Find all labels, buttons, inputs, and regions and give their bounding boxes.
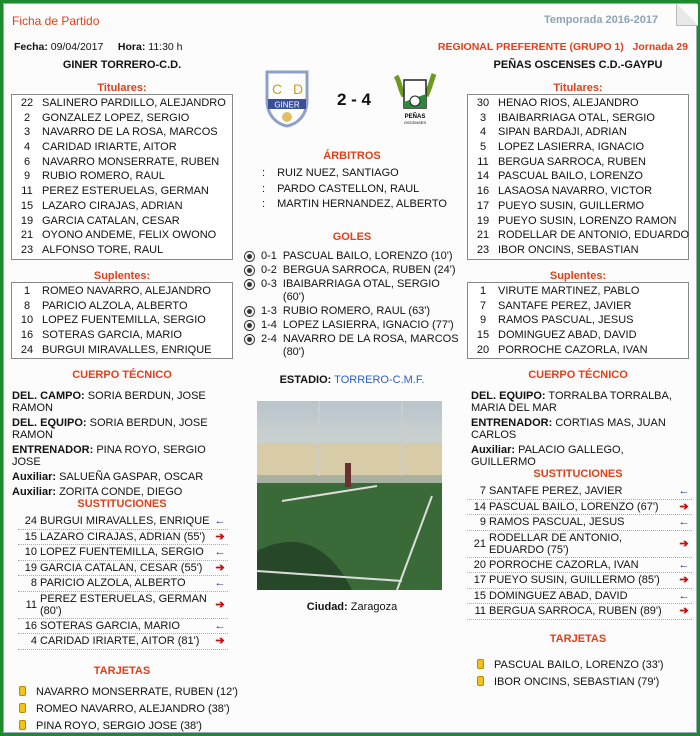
- player-name: SOTERAS GARCIA, MARIO: [42, 329, 182, 342]
- soccer-ball-icon: [244, 279, 255, 290]
- player-number: 3: [23, 126, 31, 139]
- player-number: 23: [20, 243, 34, 256]
- away-starters-list: [467, 94, 689, 260]
- player-number: 4: [479, 126, 487, 139]
- home-starters-list: [11, 94, 233, 260]
- home-cards: [19, 684, 238, 735]
- card-row: [19, 718, 238, 735]
- player-name: DOMINGUEZ ABAD, DAVID: [498, 329, 637, 342]
- player-row[interactable]: [12, 328, 232, 343]
- staff-member: [12, 486, 232, 498]
- fecha-value: 09/04/2017: [50, 41, 104, 53]
- goal-row: [244, 264, 459, 277]
- player-row[interactable]: [12, 96, 232, 111]
- sub-number: 14: [473, 500, 486, 513]
- arrow-left-icon: ←: [678, 589, 690, 602]
- player-name: IBOR ONCINS, SEBASTIAN: [498, 243, 639, 256]
- player-name: PUEYO SUSIN, GUILLERMO: [498, 199, 645, 212]
- match-datetime: [14, 41, 183, 53]
- player-name: SIPAN BARDAJI, ADRIAN: [498, 126, 627, 139]
- staff-role: ENTRENADOR:: [12, 444, 94, 456]
- arrow-right-icon: ➔: [679, 500, 689, 513]
- sub-number: 15: [24, 530, 37, 543]
- sub-number: 10: [24, 546, 37, 559]
- staff-name: SORIA BERDUN, JOSE RAMON: [12, 390, 206, 414]
- referee-bullet: :: [262, 198, 266, 210]
- player-number: 21: [20, 229, 34, 242]
- staff-role: Auxiliar:: [12, 486, 57, 498]
- card-row: [19, 684, 238, 701]
- home-staff-heading: CUERPO TÉCNICO: [72, 369, 172, 381]
- sub-player: RODELLAR DE ANTONIO, EDUARDO (75'): [489, 531, 623, 556]
- player-row[interactable]: [468, 343, 688, 358]
- away-suplentes-heading: Suplentes:: [549, 270, 607, 282]
- staff-role: Auxiliar:: [12, 471, 57, 483]
- stadium: [241, 374, 463, 386]
- sub-number: 8: [30, 577, 37, 590]
- svg-text:OSCENSES: OSCENSES: [403, 120, 427, 125]
- staff-member: [471, 417, 691, 441]
- staff-name: ZORITA CONDE, DIEGO: [59, 486, 183, 498]
- player-name: BURGUI MIRAVALLES, ENRIQUE: [42, 343, 212, 356]
- goal-score: 1-4: [261, 319, 277, 331]
- goal-scorer: IBAIBARRIAGA OTAL, SERGIO (60'): [282, 278, 440, 303]
- player-row[interactable]: [468, 169, 688, 184]
- soccer-ball-icon: [244, 334, 255, 345]
- substitution-row: [18, 592, 228, 619]
- player-number: 1: [23, 285, 31, 297]
- home-titulares-heading: Titulares:: [97, 82, 147, 94]
- home-staff: [12, 390, 232, 501]
- city-value: Zaragoza: [350, 601, 398, 613]
- player-number: 17: [476, 199, 490, 212]
- player-name: ALFONSO TORE, RAUL: [42, 243, 164, 256]
- substitution-row: [18, 545, 228, 561]
- goal-scorer: RUBIO ROMERO, RAUL (63'): [282, 305, 431, 317]
- yellow-card-icon: [477, 659, 484, 669]
- sub-player: LOPEZ FUENTEMILLA, SERGIO: [40, 546, 204, 559]
- hora-value: 11:30 h: [148, 41, 183, 53]
- svg-text:D: D: [293, 81, 304, 97]
- player-row[interactable]: [468, 199, 688, 214]
- player-row[interactable]: [468, 214, 688, 229]
- player-number: 8: [23, 299, 31, 312]
- yellow-card-icon: [19, 703, 26, 713]
- substitution-row: [467, 500, 692, 516]
- home-substitutions: [18, 514, 228, 650]
- sub-number: 17: [473, 574, 486, 587]
- goal-scorer: LOPEZ LASIERRA, IGNACIO (77'): [282, 319, 454, 331]
- staff-role: Auxiliar:: [471, 444, 516, 456]
- goal-score: 0-3: [261, 278, 277, 290]
- substitution-row: [18, 514, 228, 530]
- home-bench-list: [11, 282, 233, 359]
- player-number: 15: [476, 329, 490, 342]
- yellow-card-icon: [19, 720, 26, 730]
- substitution-row: [18, 530, 228, 546]
- player-name: RODELLAR DE ANTONIO, EDUARDO: [498, 229, 690, 242]
- referee: [262, 166, 447, 182]
- card-player: ROMEO NAVARRO, ALEJANDRO (38'): [36, 703, 230, 715]
- player-number: 15: [20, 199, 34, 212]
- player-row[interactable]: [468, 313, 688, 328]
- player-row[interactable]: [468, 111, 688, 126]
- substitution-row: [467, 484, 692, 500]
- staff-member: [471, 390, 691, 414]
- stadium-link[interactable]: TORRERO-C.M.F.: [334, 374, 425, 386]
- player-number: 6: [23, 155, 31, 168]
- arrow-right-icon: ➔: [215, 598, 225, 611]
- hora-label: Hora:: [117, 41, 146, 53]
- player-row[interactable]: [12, 228, 232, 243]
- staff-name: PINA ROYO, SERGIO JOSE: [12, 444, 206, 468]
- sub-number: 16: [24, 619, 37, 632]
- referee-bullet: :: [262, 182, 266, 195]
- page-corner-fold: [676, 4, 698, 26]
- arrow-left-icon: ←: [214, 515, 226, 528]
- card-row: [477, 657, 664, 674]
- staff-role: DEL. CAMPO:: [12, 390, 85, 402]
- player-number: 19: [476, 214, 490, 227]
- soccer-ball-icon: [244, 320, 255, 331]
- player-row[interactable]: [468, 96, 688, 111]
- goal-score: 1-3: [261, 305, 277, 317]
- player-name: OYONO ANDEME, FELIX OWONO: [42, 229, 217, 242]
- referees-heading: ÁRBITROS: [323, 150, 381, 162]
- arrow-left-icon: ←: [678, 485, 690, 498]
- player-name: PARICIO ALZOLA, ALBERTO: [42, 299, 188, 312]
- arrow-left-icon: ←: [214, 577, 226, 590]
- city-label: Ciudad:: [306, 601, 348, 613]
- player-number: 9: [479, 314, 487, 327]
- player-name: ROMEO NAVARRO, ALEJANDRO: [42, 285, 211, 297]
- player-row[interactable]: [12, 140, 232, 155]
- sub-player: PEREZ ESTERUELAS, GERMAN (80'): [40, 592, 207, 617]
- home-team-logo: [262, 68, 312, 128]
- sub-player: BERGUA SARROCA, RUBEN (89'): [489, 605, 662, 618]
- player-number: 3: [479, 111, 487, 124]
- player-row[interactable]: [468, 228, 688, 243]
- player-row[interactable]: [12, 199, 232, 214]
- yellow-card-icon: [19, 686, 26, 696]
- goal-row: [244, 250, 459, 263]
- player-name: LOPEZ FUENTEMILLA, SERGIO: [42, 314, 206, 327]
- away-team-name: PEÑAS OSCENSES C.D.-GAYPU: [493, 59, 663, 71]
- sub-player: PORROCHE CAZORLA, IVAN: [489, 558, 639, 571]
- player-row[interactable]: [12, 169, 232, 184]
- player-name: LOPEZ LASIERRA, IGNACIO: [498, 141, 645, 154]
- goals-list: [244, 250, 459, 360]
- sub-number: 19: [24, 561, 37, 574]
- arrow-left-icon: ←: [214, 546, 226, 559]
- player-number: 10: [20, 314, 34, 327]
- player-name: SALINERO PARDILLO, ALEJANDRO: [42, 97, 226, 109]
- soccer-ball-icon: [244, 306, 255, 317]
- staff-role: ENTRENADOR:: [471, 417, 553, 429]
- staff-member: [12, 390, 232, 414]
- staff-name: CORTIAS MAS, JUAN CARLOS: [471, 417, 666, 441]
- card-player: PINA ROYO, SERGIO JOSE (38'): [36, 720, 202, 732]
- soccer-ball-icon: [244, 251, 255, 262]
- sub-number: 7: [479, 485, 486, 498]
- player-number: 11: [477, 155, 489, 168]
- arrow-right-icon: ➔: [215, 561, 225, 574]
- staff-role: DEL. EQUIPO:: [471, 390, 546, 402]
- city: [241, 601, 463, 613]
- sub-player: DOMINGUEZ ABAD, DAVID: [489, 589, 628, 602]
- substitution-row: [467, 604, 692, 620]
- sub-number: 24: [24, 515, 37, 528]
- away-staff: [471, 390, 691, 471]
- player-name: VIRUTE MARTINEZ, PABLO: [498, 285, 640, 297]
- referee-name: PARDO CASTELLON, RAUL: [277, 182, 420, 195]
- card-player: PASCUAL BAILO, LORENZO (33'): [494, 659, 664, 671]
- soccer-ball-icon: [244, 265, 255, 276]
- player-row[interactable]: [12, 243, 232, 258]
- sub-player: GARCIA CATALAN, CESAR (55'): [40, 561, 203, 574]
- away-titulares-heading: Titulares:: [553, 82, 603, 94]
- home-suplentes-heading: Suplentes:: [93, 270, 151, 282]
- player-number: 2: [23, 111, 31, 124]
- goals-heading: GOLES: [332, 231, 372, 243]
- player-number: 20: [476, 343, 490, 356]
- player-number: 30: [476, 97, 490, 109]
- player-name: RUBIO ROMERO, RAUL: [42, 170, 165, 183]
- player-row[interactable]: [12, 343, 232, 358]
- card-row: [19, 701, 238, 718]
- stadium-photo: [257, 401, 442, 590]
- player-number: 1: [479, 285, 487, 297]
- player-number: 16: [476, 185, 490, 198]
- substitution-row: [18, 576, 228, 592]
- player-row[interactable]: [12, 111, 232, 126]
- player-row[interactable]: [468, 140, 688, 155]
- player-row[interactable]: [468, 184, 688, 199]
- player-name: PUEYO SUSIN, LORENZO RAMON: [498, 214, 677, 227]
- sub-player: SOTERAS GARCIA, MARIO: [40, 619, 180, 632]
- sub-number: 4: [30, 635, 37, 648]
- stadium-label: ESTADIO:: [279, 374, 332, 386]
- player-number: 21: [476, 229, 490, 242]
- season-label: Temporada 2016-2017: [544, 14, 659, 26]
- score: 2 - 4: [336, 90, 372, 109]
- yellow-card-icon: [477, 676, 484, 686]
- player-row[interactable]: [468, 155, 688, 170]
- goal-row: [244, 319, 459, 332]
- player-row[interactable]: [468, 243, 688, 258]
- referee-name: RUIZ NUEZ, SANTIAGO: [277, 167, 399, 179]
- sub-player: BURGUI MIRAVALLES, ENRIQUE: [40, 515, 210, 528]
- staff-name: SORIA BERDUN, JOSE RAMON: [12, 417, 208, 441]
- player-name: PEREZ ESTERUELAS, GERMAN: [42, 185, 209, 198]
- goal-score: 0-2: [261, 264, 277, 276]
- arrow-left-icon: ←: [214, 619, 226, 632]
- player-number: 5: [479, 141, 487, 154]
- player-number: 16: [20, 329, 34, 342]
- arrow-left-icon: ←: [678, 558, 690, 571]
- player-name: HENAO RIOS, ALEJANDRO: [498, 97, 639, 109]
- arrow-right-icon: ➔: [679, 574, 689, 587]
- svg-text:C: C: [272, 81, 283, 97]
- arrow-right-icon: ➔: [215, 635, 225, 648]
- sub-number: 15: [473, 589, 486, 602]
- goal-scorer: BERGUA SARROCA, RUBEN (24'): [282, 264, 456, 276]
- competition: [438, 41, 688, 53]
- player-row[interactable]: [12, 299, 232, 314]
- goal-score: 0-1: [261, 250, 277, 262]
- player-number: 11: [21, 185, 33, 198]
- player-number: 7: [479, 299, 487, 312]
- staff-name: TORRALBA TORRALBA, MARIA DEL MAR: [471, 390, 672, 414]
- player-name: LAZARO CIRAJAS, ADRIAN: [42, 199, 183, 212]
- player-row[interactable]: [12, 155, 232, 170]
- jornada: Jornada 29: [632, 41, 688, 53]
- sub-player: SANTAFE PEREZ, JAVIER: [489, 485, 623, 498]
- staff-name: PALACIO GALLEGO, GUILLERMO: [471, 444, 624, 468]
- arrow-right-icon: ➔: [679, 605, 689, 618]
- player-number: 23: [476, 243, 490, 256]
- player-name: IBAIBARRIAGA OTAL, SERGIO: [498, 111, 655, 124]
- player-name: PORROCHE CAZORLA, IVAN: [498, 343, 648, 356]
- player-row[interactable]: [12, 214, 232, 229]
- staff-role: DEL. EQUIPO:: [12, 417, 87, 429]
- referee: [262, 197, 447, 213]
- home-logo-text: GINER: [274, 100, 300, 110]
- player-number: 4: [23, 141, 31, 154]
- home-cards-heading: TARJETAS: [93, 665, 151, 677]
- sub-number: 20: [473, 558, 486, 571]
- substitution-row: [18, 634, 228, 650]
- goal-scorer: PASCUAL BAILO, LORENZO (10'): [282, 250, 453, 262]
- sub-number: 21: [473, 537, 486, 550]
- sub-player: RAMOS PASCUAL, JESUS: [489, 516, 625, 529]
- away-cards: [477, 657, 664, 691]
- goal-row: [244, 305, 459, 318]
- sub-player: PASCUAL BAILO, LORENZO (67'): [489, 500, 659, 513]
- player-row[interactable]: [468, 328, 688, 343]
- player-name: GARCIA CATALAN, CESAR: [42, 214, 180, 227]
- away-team-logo: [392, 68, 438, 126]
- goal-row: [244, 278, 459, 304]
- player-row[interactable]: [12, 125, 232, 140]
- goal-row: [244, 333, 459, 359]
- sub-player: PUEYO SUSIN, GUILLERMO (85'): [489, 574, 660, 587]
- sub-player: LAZARO CIRAJAS, ADRIAN (55'): [40, 530, 206, 543]
- player-name: CARIDAD IRIARTE, AITOR: [42, 141, 177, 154]
- competition-name: REGIONAL PREFERENTE (GRUPO 1): [437, 41, 624, 53]
- substitution-row: [467, 531, 692, 558]
- sub-number: 11: [474, 605, 486, 618]
- page-title: Ficha de Partido: [12, 14, 100, 28]
- substitution-row: [467, 573, 692, 589]
- home-team-name: GINER TORRERO-C.D.: [62, 59, 182, 71]
- sub-player: CARIDAD IRIARTE, AITOR (81'): [40, 635, 200, 648]
- player-number: 9: [23, 170, 31, 183]
- staff-member: [12, 417, 232, 441]
- player-name: SANTAFE PEREZ, JAVIER: [498, 299, 632, 312]
- sub-player: PARICIO ALZOLA, ALBERTO: [40, 577, 186, 590]
- referees-list: [262, 166, 447, 213]
- player-name: NAVARRO MONSERRATE, RUBEN: [42, 155, 220, 168]
- arrow-right-icon: ➔: [679, 537, 689, 550]
- away-substitutions: [467, 484, 692, 620]
- referee: [262, 182, 447, 198]
- home-subs-heading: SUSTITUCIONES: [77, 498, 167, 510]
- away-cards-heading: TARJETAS: [549, 633, 607, 645]
- card-player: IBOR ONCINS, SEBASTIAN (79'): [494, 676, 660, 688]
- staff-name: SALUEÑA GASPAR, OSCAR: [59, 471, 204, 483]
- player-number: 22: [20, 97, 34, 109]
- away-bench-list: [467, 282, 689, 359]
- player-number: 24: [20, 343, 34, 356]
- goal-score: 2-4: [261, 333, 277, 345]
- player-name: BERGUA SARROCA, RUBEN: [498, 155, 646, 168]
- substitution-row: [467, 558, 692, 574]
- away-subs-heading: SUSTITUCIONES: [533, 468, 623, 480]
- staff-member: [12, 444, 232, 468]
- staff-member: [471, 444, 691, 468]
- card-row: [477, 674, 664, 691]
- goal-scorer: NAVARRO DE LA ROSA, MARCOS (80'): [282, 333, 459, 358]
- referee-bullet: :: [262, 167, 266, 179]
- player-number: 19: [20, 214, 34, 227]
- player-row[interactable]: [12, 184, 232, 199]
- player-row[interactable]: [468, 125, 688, 140]
- player-row[interactable]: [468, 299, 688, 314]
- fecha-label: Fecha:: [14, 41, 48, 53]
- player-name: GONZALEZ LOPEZ, SERGIO: [42, 111, 190, 124]
- player-name: PASCUAL BAILO, LORENZO: [498, 170, 643, 183]
- player-name: LASAOSA NAVARRO, VICTOR: [498, 185, 653, 198]
- sub-number: 11: [25, 598, 37, 611]
- substitution-row: [18, 619, 228, 635]
- match-sheet: [3, 3, 697, 733]
- staff-member: [12, 471, 232, 483]
- svg-text:PEÑAS: PEÑAS: [404, 114, 426, 120]
- player-name: NAVARRO DE LA ROSA, MARCOS: [42, 126, 218, 139]
- sub-number: 9: [479, 516, 486, 529]
- player-row[interactable]: [468, 284, 688, 299]
- arrow-left-icon: ←: [678, 516, 690, 529]
- referee-name: MARTIN HERNANDEZ, ALBERTO: [277, 198, 447, 210]
- substitution-row: [467, 589, 692, 605]
- player-row[interactable]: [12, 284, 232, 299]
- away-staff-heading: CUERPO TÉCNICO: [528, 369, 628, 381]
- card-player: NAVARRO MONSERRATE, RUBEN (12'): [36, 686, 238, 698]
- substitution-row: [467, 515, 692, 531]
- player-row[interactable]: [12, 313, 232, 328]
- substitution-row: [18, 561, 228, 577]
- arrow-right-icon: ➔: [215, 530, 225, 543]
- player-name: RAMOS PASCUAL, JESUS: [498, 314, 634, 327]
- player-number: 14: [476, 170, 490, 183]
